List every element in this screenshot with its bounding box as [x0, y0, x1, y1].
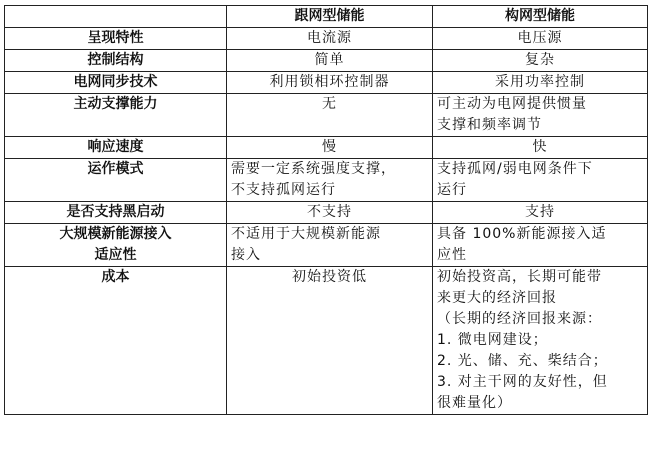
grid-forming-cell: 具备 100%新能源接入适 应性 [433, 224, 648, 267]
table-row [5, 72, 648, 94]
table-row [5, 28, 648, 50]
grid-following-cell: 初始投资低 [227, 267, 433, 415]
table-row [5, 137, 648, 159]
header-cell-empty [5, 6, 227, 28]
grid-forming-cell: 复杂 [433, 50, 648, 72]
grid-following-cell: 慢 [227, 137, 433, 159]
grid-forming-cell: 快 [433, 137, 648, 159]
row-label: 控制结构 [5, 50, 227, 72]
table-row [5, 50, 648, 72]
grid-forming-cell: 支持孤网/弱电网条件下 运行 [433, 159, 648, 202]
comparison-table-container [4, 5, 647, 415]
row-label: 呈现特性 [5, 28, 227, 50]
grid-following-cell: 无 [227, 94, 433, 137]
row-label: 主动支撑能力 [5, 94, 227, 137]
grid-following-cell: 不支持 [227, 202, 433, 224]
row-label: 大规模新能源接入 适应性 [5, 224, 227, 267]
row-label: 响应速度 [5, 137, 227, 159]
table-row [5, 224, 648, 267]
grid-forming-cell: 支持 [433, 202, 648, 224]
grid-following-cell: 需要一定系统强度支撑， 不支持孤网运行 [227, 159, 433, 202]
row-label: 运作模式 [5, 159, 227, 202]
table-row [5, 202, 648, 224]
grid-following-cell: 利用锁相环控制器 [227, 72, 433, 94]
grid-forming-cell: 采用功率控制 [433, 72, 648, 94]
table-row [5, 159, 648, 202]
grid-following-cell: 不适用于大规模新能源 接入 [227, 224, 433, 267]
grid-forming-cell: 初始投资高，长期可能带 来更大的经济回报 （长期的经济回报来源： 1. 微电网建设； 2. 光、储、充、柴结合； 3. 对主干网的友好性，但 很难量化） [433, 267, 648, 415]
table-row [5, 267, 648, 415]
grid-forming-cell: 电压源 [433, 28, 648, 50]
grid-following-cell: 简单 [227, 50, 433, 72]
header-cell-grid-forming: 构网型储能 [433, 6, 648, 28]
grid-following-cell: 电流源 [227, 28, 433, 50]
row-label: 是否支持黑启动 [5, 202, 227, 224]
comparison-table [4, 5, 648, 415]
table-row [5, 94, 648, 137]
grid-forming-cell: 可主动为电网提供惯量 支撑和频率调节 [433, 94, 648, 137]
header-cell-grid-following: 跟网型储能 [227, 6, 433, 28]
row-label: 成本 [5, 267, 227, 415]
table-header-row [5, 6, 648, 28]
row-label: 电网同步技术 [5, 72, 227, 94]
